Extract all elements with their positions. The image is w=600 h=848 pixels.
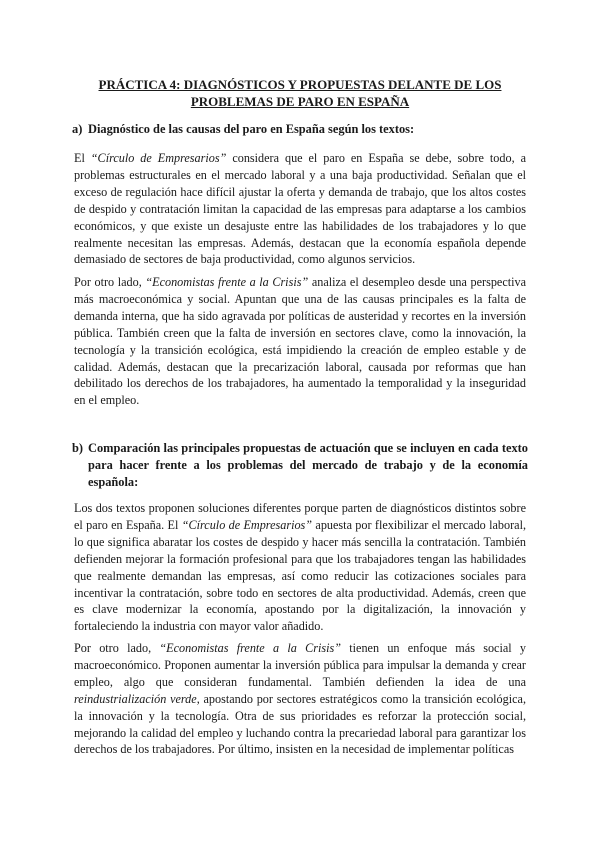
section-b-paragraph-2 (74, 640, 526, 758)
text-run: Por otro lado, (74, 275, 146, 289)
text-run: Por otro lado, (74, 641, 160, 655)
document-title (60, 76, 540, 110)
source-citation: “Economistas frente a la Crisis” (145, 275, 309, 289)
italic-term: reindustrialización verde (74, 691, 197, 706)
section-b-heading (72, 440, 528, 491)
source-citation: “Economistas frente a la Crisis” (159, 641, 342, 655)
text-run: analiza el desempleo desde una perspectiva más macroeconómica y social. Apuntan que una de las causas principales es la falta de demanda interna, que ha sido agravada por políticas de austeridad y recortes en la inversión pública. También creen que la falta de inversión en sectores clave, como la innovación, la tecnología y la transición ecológica, está impidiendo la creación de empleo estable y de calidad. Además, destacan que la precarización laboral, causada por reformas que han debilitado los derechos de los trabajadores, ha aumentado la temporalidad y la inseguridad en el empleo. (74, 275, 527, 408)
title-line-2: PROBLEMAS DE PARO EN ESPAÑA (190, 94, 410, 109)
text-run: Los dos textos proponen soluciones diferentes porque parten de diagnósticos distintos sobre el paro en España. El (74, 501, 526, 532)
text-run: El (74, 151, 91, 165)
section-b-paragraph-1 (74, 500, 526, 635)
section-a-paragraph-2 (74, 274, 526, 409)
section-b-heading-text: Comparación las principales propuestas de actuación que se incluyen en cada texto para hacer frente a los problemas del mercado de trabajo y de la economía española: (88, 441, 528, 489)
title-line-1: PRÁCTICA 4: DIAGNÓSTICOS Y PROPUESTAS DELANTE DE LOS (98, 77, 502, 92)
section-b-marker: b) (72, 441, 84, 455)
text-run: , apostando por sectores estratégicos como la transición ecológica, la innovación y la tecnología. Otra de sus prioridades es reforzar la protección social, mejorando la calidad del empleo y luchando contra la precariedad laboral para garantizar los derechos de los trabajadores. Por último, insisten en la necesidad de implementar políticas (74, 691, 526, 757)
section-a-heading (72, 121, 528, 138)
source-citation: “Círculo de Empresarios” (90, 151, 227, 165)
section-a-heading-text: Diagnóstico de las causas del paro en España según los textos: (88, 122, 415, 136)
text-run: apuesta por flexibilizar el mercado laboral, lo que significa abaratar los costes de despido y hacer más sencilla la contratación. También defienden mejorar la formación profesional para que los trabajadores tengan las habilidades que realmente demandan las empresas, así como reducir las cotizaciones sociales para incentivar la contratación, sobre todo en sectores de alta productividad. Además, creen que es clave modernizar la economía, apostando por la digitalización, la innovación y fortaleciendo la industria con mayor valor añadido. (74, 517, 527, 634)
text-run: tienen un enfoque más social y macroeconómico. Proponen aumentar la inversión pública para impulsar la demanda y crear empleo, algo que consideran fundamental. También defienden la idea de una (74, 641, 527, 689)
source-citation: “Círculo de Empresarios” (181, 517, 313, 532)
section-a-marker: a) (72, 122, 83, 136)
section-a-paragraph-1 (74, 150, 526, 268)
text-run: considera que el paro en España se debe, sobre todo, a problemas estructurales en el mercado laboral y a una baja productividad. Señalan que el exceso de regulación hace difícil ajustar la oferta y demanda de trabajo, que los altos costes de despido y contratación limitan la capacidad de las empresas para adaptarse a los cambios económicos, y que existe un desajuste entre las habilidades de los trabajadores y lo que realmente necesitan las empresas. Además, destacan que la economía española depende demasiado de sectores de baja productividad, como algunos servicios. (74, 151, 526, 267)
